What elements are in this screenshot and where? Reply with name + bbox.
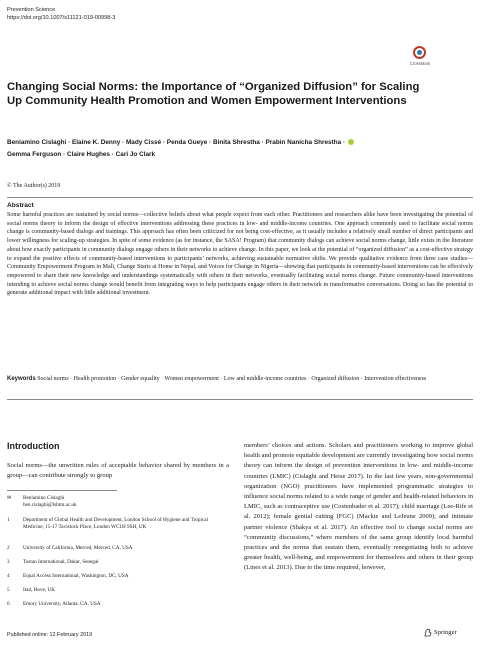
authors-line-2: Gemma Ferguson · Claire Hughes · Cari Jo Clark [7, 150, 156, 158]
footnote-number: 1 [7, 517, 10, 523]
copyright-notice: © The Author(s) 2019 [7, 183, 61, 189]
footnote [7, 573, 229, 581]
footnote [7, 601, 229, 609]
crossmark-badge[interactable] [406, 46, 434, 68]
footnote-divider [7, 490, 117, 491]
abstract-text: Some harmful practices are sustained by social norms—collective beliefs about what people expect from each other. Practitioners and researchers alike have been investigating the potential of social norms theory to inform the design of effective interventions addressing these practices in low- and middle-income countries. One approach commonly used to facilitate social norms change is community-based dialogs and trainings. This approach has often been criticized for not being cost-effective, as it usually includes a relatively small number of direct participants and lower willingness for scaling-up strategies. In spite of some evidence (as for instance, the SASA! Program) that community dialogs can achieve social norms change, little exists in the literature about how exactly participants in community dialogs engage others in their networks to achieve change. In this paper, we look at the potential of “organized diffusion” as a cost-effective strategy to expand the positive effects of community-based interventions to participants’ networks, achieving sustainable normative shifts. We provide qualitative evidence from three case studies—Community Empowerment Program in Mali, Change Starts at Home in Nepal, and Voices for Change in Nigeria—showing that participants in community-based interventions can be effectively empowered to share their new knowledge and understandings systematically with others in their networks, eventually facilitating social norms change. Future community-based interventions intending to achieve social norms change would benefit from integrating ways to help participants engage others in their network in transformative conversations. Doing so has the potential to generate additional impact with little additional investment. [7, 212, 473, 297]
footnote-text: Equal Access International, Washington, DC, USA [23, 573, 129, 579]
footnote-text[interactable]: Beniamino Cislaghi ben.cislaghi@lshtm.ac.uk [23, 495, 77, 509]
orcid-icon[interactable] [348, 139, 354, 145]
abstract-heading: Abstract [7, 202, 34, 209]
authors-line-1-text: Beniamino Cislaghi · Elaine K. Denny · Mady Cissé · Penda Gueye · Binita Shrestha · Prabin Nanicha Shrestha · [7, 139, 346, 146]
footnote [7, 545, 229, 553]
intro-left-column: Social norms—the unwritten rules of acceptable behavior shared by members in a group—can contribute strongly to group [7, 462, 229, 480]
journal-header [7, 7, 115, 22]
corresponding-author-footnote [7, 495, 229, 511]
footnote [7, 587, 229, 595]
footnote [7, 517, 229, 541]
doi-link[interactable]: https://doi.org/10.1007/s11121-019-00998-3 [7, 14, 116, 21]
footnote-number: 3 [7, 559, 10, 565]
keywords-text: Social norms · Health promotion · Gender equality · Women empowerment · Low and middle-income countries · Organized diffusion · Intervention effectiveness [37, 376, 427, 382]
footnote [7, 559, 229, 567]
published-date: Published online: 12 February 2019 [7, 632, 93, 638]
author-list [7, 137, 467, 160]
footnote-text: Emory University, Atlanta, GA, USA [23, 601, 101, 607]
crossmark-label: CrossMark [409, 61, 431, 66]
footnote-number: 6 [7, 601, 10, 607]
footnote-number: 5 [7, 587, 10, 593]
publisher-name: Springer [434, 629, 457, 637]
intro-right-column: members’ choices and actions. Scholars and practitioners working to improve global health and promote equitable development are currently investigating how social norms theory can inform the design of prevention interventions in low- and middle-income countries (LMIC) (Cislaghi and Heise 2017). In the last few years, non-governmental organization (NGO) practitioners have implemented programmatic strategies to influence social norms related to a wide range of gender and health-related behaviors in LMIC, such as contraceptive use (Costenbader et al. 2017); child marriage (Lee-Rife et al. 2012); female genital cutting (FGC) (Mackie and LeJeune 2009); and intimate partner violence (Shakya et al. 2017). An effective tool to change social norms are “community discussions,” where members of the same group identify local harmful practices and the norms that sustain them, eventually renegotiating both to achieve greater health, well-being, and empowerment for themselves and others in their group (Lines et al. 2013). Due to the time required, however, [244, 442, 473, 572]
publisher-logo [424, 628, 474, 640]
authors-line-1 [7, 137, 467, 149]
crossmark-dot [417, 50, 422, 55]
footnote-text: Department of Global Health and Development, London School of Hygiene and Tropical Medicine, 15-17 Tavistock Place, London WC1H 9SH, UK [23, 517, 208, 531]
footnote-text: Tostan International, Dakar, Senegal [23, 559, 99, 565]
footnote-text: University of California, Merced, Merced, CA, USA [23, 545, 133, 551]
paper-title: Changing Social Norms: the Importance of “Organized Diffusion” for Scaling Up Community Health Promotion and Women Empowerment Interventions [7, 81, 420, 107]
keywords [7, 375, 473, 384]
keywords-label: Keywords [7, 376, 36, 382]
divider [7, 197, 473, 198]
footnote-number: 4 [7, 573, 10, 579]
journal-name: Prevention Science [7, 7, 56, 13]
springer-horse-icon [424, 628, 432, 637]
footnote-text: Itad, Hove, UK [23, 587, 55, 593]
section-heading-introduction: Introduction [7, 441, 60, 451]
divider [7, 399, 473, 400]
envelope-icon: ✉ [7, 495, 12, 501]
footnote-number: 2 [7, 545, 10, 551]
